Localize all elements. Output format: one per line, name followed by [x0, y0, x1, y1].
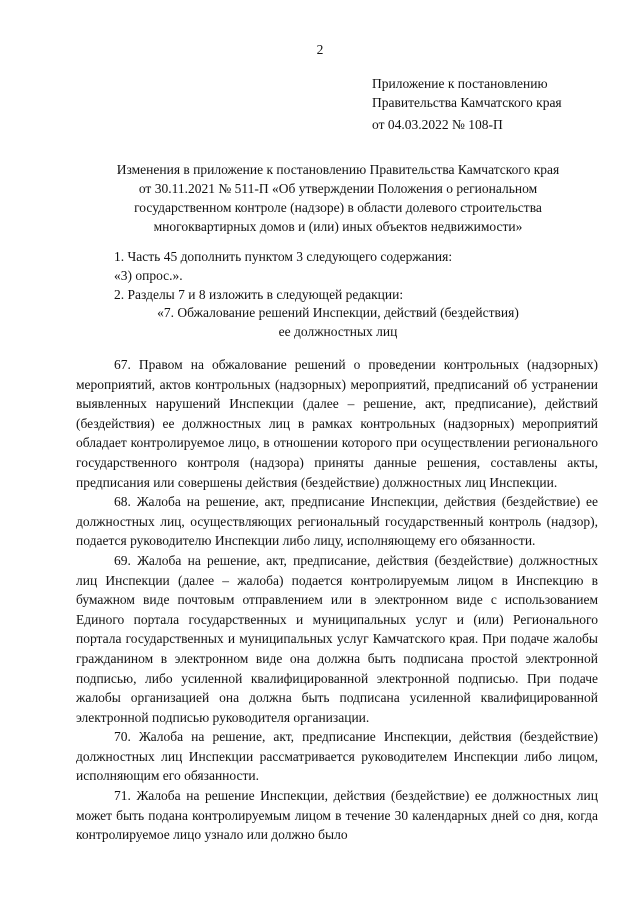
paragraph-69: 69. Жалоба на решение, акт, предписание, действия (бездействие) должностных лиц Инспекции (далее – жалоба) подается контролируемым лицом в Инспекцию в бумажном виде почтовым отправлением или в электронном виде с использованием Единого портала государственных и муниципальных услуг и (или) Регионального портала государственных и муниципальных услуг Камчатского края. При подаче жалобы гражданином в электронном виде она должна быть подписана простой электронной подписью, либо усиленной квалифицированной электронной подписью. При подаче жалобы организацией она должна быть подписана усиленной квалифицированной электронной подписью руководителя организации. [76, 552, 598, 725]
appendix-line-3: от 04.03.2022 № 108-П [372, 117, 503, 132]
paragraph-71: 71. Жалоба на решение Инспекции, действия (бездействие) ее должностных лиц может быть подана контролируемым лицом в течение 30 календарных дней со дня, когда контролируемое лицо узнало или должно было [76, 788, 598, 843]
title-line: государственном контроле (надзоре) в области долевого строительства [134, 200, 542, 215]
appendix-line-2: Правительства Камчатского края [372, 95, 562, 110]
appendix-reference [372, 74, 562, 134]
title-line: Изменения в приложение к постановлению Правительства Камчатского края [116, 162, 560, 177]
amendment-items [114, 247, 452, 304]
section-heading-line-2: ее должностных лиц [278, 324, 398, 339]
page-number: 2 [316, 42, 324, 57]
section-heading [76, 303, 600, 341]
document-body [76, 355, 598, 845]
title-line: от 30.11.2021 № 511-П «Об утверждении Положения о региональном [138, 181, 538, 196]
paragraph-70: 70. Жалоба на решение, акт, предписание Инспекции, действия (бездействие) должностных лиц Инспекции рассматривается руководителем Инспекции либо лицом, исполняющим его обязанности. [76, 729, 598, 784]
amendment-item: «3) опрос.». [114, 268, 183, 283]
title-line: многоквартирных домов и (или) иных объектов недвижимости» [153, 219, 523, 234]
paragraph-67: 67. Правом на обжалование решений о проведении контрольных (надзорных) мероприятий, актов контрольных (надзорных) мероприятий, предписаний об устранении выявленных нарушений Инспекции (далее – решение, акт, предписание), действий (бездействия) ее должностных лиц в рамках контрольных (надзорных) мероприятий обладает контролируемое лицо, в отношении которого при осуществлении регионального государственного контроля (надзора) приняты данные решения, составлены акты, предписания или совершены действия (бездействие) должностных лиц Инспекции. [76, 357, 598, 490]
amendment-item: 2. Разделы 7 и 8 изложить в следующей редакции: [114, 287, 404, 302]
document-title [76, 160, 600, 236]
paragraph-68: 68. Жалоба на решение, акт, предписание Инспекции, действия (бездействие) ее должностных лиц, осуществляющих региональный государственный контроль (надзор), подается руководителю Инспекции либо лицу, исполняющему его обязанности. [76, 494, 598, 549]
section-heading-line-1: «7. Обжалование решений Инспекции, действий (бездействия) [157, 305, 519, 320]
appendix-line-1: Приложение к постановлению [372, 76, 548, 91]
amendment-item: 1. Часть 45 дополнить пунктом 3 следующего содержания: [114, 249, 453, 264]
